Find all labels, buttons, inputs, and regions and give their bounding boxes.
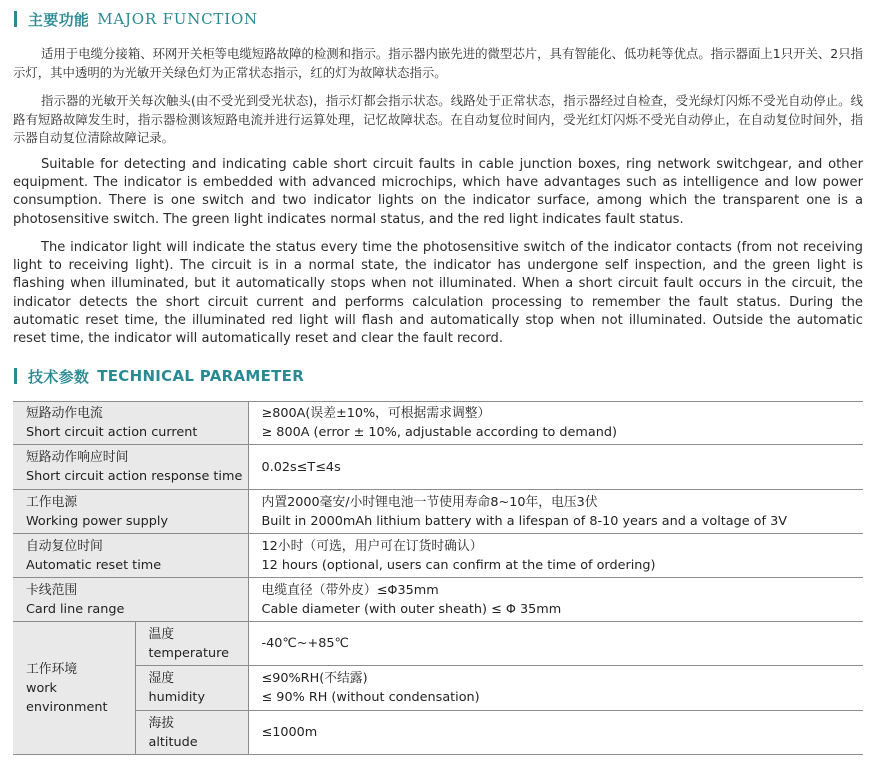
- env-sub-label: [135, 666, 248, 711]
- env-label-en-1: work: [26, 680, 57, 696]
- env-sub-label-en: temperature: [148, 645, 229, 661]
- param-value: [248, 534, 863, 578]
- table-row: [13, 402, 863, 445]
- env-value-cn: -40℃~+85℃: [261, 636, 349, 651]
- env-sub-label-en: altitude: [148, 734, 198, 750]
- param-value: [248, 445, 863, 490]
- table-row: [13, 534, 863, 578]
- env-sub-label: [135, 711, 248, 755]
- param-label: [13, 578, 248, 622]
- param-value-cn: 0.02s≤T≤4s: [261, 459, 341, 475]
- table-row: [13, 666, 863, 711]
- table-row: [13, 490, 863, 534]
- paragraph-function-en-2: The indicator light will indicate the status every time the photosensitive switch of the indicator contacts (from not receiving light to receiving light). The circuit is in a normal state, the indicator has undergone self inspection, and the green light is flashing when illuminated, but it automatically stops when not illuminated. When a short circuit fault occurs in the circuit, the indicator detects the short circuit current and performs calculation processing to remember the fault status. During the automatic reset time, the illuminated red light will flash and automatically stop when not illuminated. Outside the automatic reset time, the indicator will automatically reset and clear the fault record.: [13, 240, 863, 347]
- env-sub-label-cn: 温度: [148, 626, 175, 642]
- section-title-bar: [14, 368, 17, 384]
- param-value-cn: 电缆直径（带外皮）≤Φ35mm: [261, 582, 439, 598]
- param-value-en: ≥ 800A (error ± 10%, adjustable according to demand): [261, 425, 617, 440]
- param-label-cn: 自动复位时间: [26, 538, 103, 554]
- param-label-cn: 卡线范围: [26, 582, 78, 598]
- param-value-cn: 内置2000毫安/小时锂电池一节使用寿命8~10年，电压3伏: [261, 494, 598, 510]
- param-label-cn: 短路动作电流: [26, 406, 103, 421]
- section-title-technical-parameter: [14, 366, 304, 386]
- paragraph-function-en-1: Suitable for detecting and indicating cable short circuit faults in cable junction boxes, ring network switchgear, and other equipment. The indicator is embedded with advanced microchips, which have advantages such as intelligence and low power consumption. There is one switch and two indicator lights on the indicator surface, among which the transparent one is a photosensitive switch. The green light indicates normal status, and the red light indicates fault status.: [13, 157, 863, 227]
- env-value-cn: ≤1000m: [261, 725, 318, 740]
- paragraph-function-cn-2: 指示器的光敏开关每次触头(由不受光到受光状态)，指示灯都会指示状态。线路处于正常状态，指示器经过自检查，受光绿灯闪烁不受光自动停止。线路有短路故障发生时，指示器检测该短路电流并进行运算处理，记忆故障状态。在自动复位时间内，受光红灯闪烁不受光自动停止，在自动复位时间外，指示器自动复位清除故障记录。: [13, 93, 863, 145]
- param-label-en: Working power supply: [26, 513, 169, 529]
- section-title-en: TECHNICAL PARAMETER: [97, 367, 305, 385]
- param-label-en: Short circuit action current: [26, 425, 198, 440]
- param-value-cn: ≥800A(误差±10%，可根据需求调整）: [261, 406, 491, 421]
- param-value-en: Built in 2000mAh lithium battery with a lifespan of 8-10 years and a voltage of 3V: [261, 513, 787, 529]
- env-label-cn: 工作环境: [26, 661, 78, 677]
- table-row: [13, 622, 863, 666]
- env-label: [13, 622, 135, 755]
- env-value-en: ≤ 90% RH (without condensation): [261, 690, 480, 705]
- section-title-en: MAJOR FUNCTION: [97, 10, 258, 28]
- env-value: [248, 711, 863, 755]
- env-sub-label: [135, 622, 248, 666]
- param-label: [13, 402, 248, 445]
- env-value: [248, 622, 863, 666]
- technical-parameter-table: [13, 401, 863, 755]
- param-label-en: Short circuit action response time: [26, 469, 243, 484]
- param-value-en: 12 hours (optional, users can confirm at the time of ordering): [261, 557, 656, 573]
- param-label-en: Automatic reset time: [26, 557, 162, 573]
- section-title-major-function: [14, 9, 258, 29]
- paragraph-function-cn-1: 适用于电缆分接箱、环网开关柜等电缆短路故障的检测和指示。指示器内嵌先进的微型芯片，具有智能化、低功耗等优点。指示器面上1只开关、2只指示灯，其中透明的为光敏开关绿色灯为正常状态指示，红的灯为故障状态指示。: [13, 46, 863, 80]
- param-label: [13, 445, 248, 490]
- env-sub-label-cn: 海拔: [148, 715, 175, 731]
- param-value: [248, 578, 863, 622]
- env-sub-label-en: humidity: [148, 690, 206, 705]
- param-label-cn: 工作电源: [26, 494, 78, 510]
- section-title-cn: 主要功能: [28, 10, 90, 29]
- param-label-en: Card line range: [26, 601, 125, 617]
- env-sub-label-cn: 湿度: [148, 671, 175, 686]
- env-value-cn: ≤90%RH(不结露): [261, 671, 368, 686]
- param-value: [248, 490, 863, 534]
- table-row: [13, 445, 863, 490]
- env-label-en-2: environment: [26, 699, 108, 715]
- table-row: [13, 578, 863, 622]
- param-value-cn: 12小时（可选，用户可在订货时确认）: [261, 538, 483, 554]
- param-label: [13, 490, 248, 534]
- section-title-bar: [14, 11, 17, 27]
- section-title-cn: 技术参数: [28, 367, 90, 386]
- param-label: [13, 534, 248, 578]
- env-value: [248, 666, 863, 711]
- param-value: [248, 402, 863, 445]
- table-row: [13, 711, 863, 755]
- param-value-en: Cable diameter (with outer sheath) ≤ Φ 35mm: [261, 601, 562, 617]
- param-label-cn: 短路动作响应时间: [26, 450, 129, 465]
